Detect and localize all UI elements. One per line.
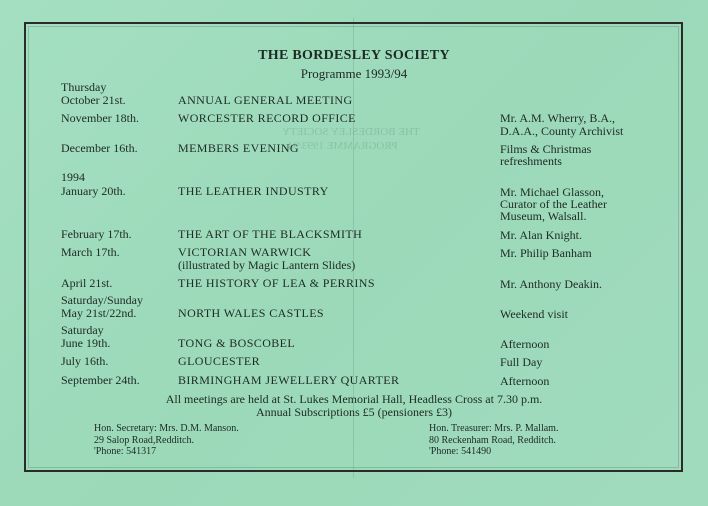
event-speaker: D.A.A., County Archivist bbox=[500, 124, 624, 138]
event-date: October 21st. bbox=[61, 93, 126, 107]
event-title: NORTH WALES CASTLES bbox=[178, 306, 324, 320]
event-title: WORCESTER RECORD OFFICE bbox=[178, 111, 356, 125]
treasurer-address: 80 Reckenham Road, Redditch. bbox=[429, 435, 556, 446]
event-speaker: Curator of the Leather bbox=[500, 197, 607, 211]
event-speaker: Mr. Anthony Deakin. bbox=[500, 277, 602, 291]
event-speaker: Mr. Michael Glasson, bbox=[500, 185, 604, 199]
event-speaker: Afternoon bbox=[500, 337, 550, 351]
ghost-title-showthrough: THE BORDESLEY SOCIETY bbox=[282, 126, 420, 138]
event-title: THE LEATHER INDUSTRY bbox=[178, 184, 329, 198]
subscriptions-note: Annual Subscriptions £5 (pensioners £3) bbox=[256, 405, 452, 419]
event-speaker: Films & Christmas bbox=[500, 142, 592, 156]
label-thursday: Thursday bbox=[61, 80, 107, 94]
event-date: April 21st. bbox=[61, 276, 113, 290]
event-date: May 21st/22nd. bbox=[61, 306, 137, 320]
treasurer-phone: 'Phone: 541490 bbox=[429, 446, 492, 457]
event-title: THE HISTORY OF LEA & PERRINS bbox=[178, 276, 375, 290]
meetings-venue-note: All meetings are held at St. Lukes Memorial Hall, Headless Cross at 7.30 p.m. bbox=[165, 392, 543, 406]
event-speaker: refreshments bbox=[500, 154, 562, 168]
programme-subtitle: Programme 1993/94 bbox=[300, 66, 408, 81]
ghost-subtitle-showthrough: PROGRAMME 1993/94 bbox=[288, 140, 398, 152]
secretary-name: Hon. Secretary: Mrs. D.M. Manson. bbox=[94, 423, 239, 434]
label-saturday: Saturday bbox=[61, 323, 104, 337]
event-date: November 18th. bbox=[61, 111, 139, 125]
event-date: January 20th. bbox=[61, 184, 126, 198]
event-speaker: Full Day bbox=[500, 355, 543, 369]
event-speaker: Mr. Philip Banham bbox=[500, 246, 592, 260]
event-speaker: Afternoon bbox=[500, 374, 550, 388]
event-date: July 16th. bbox=[61, 354, 109, 368]
event-date: September 24th. bbox=[61, 373, 140, 387]
event-title: ANNUAL GENERAL MEETING bbox=[178, 93, 353, 107]
secretary-address: 29 Salop Road,Redditch. bbox=[94, 435, 194, 446]
event-title: BIRMINGHAM JEWELLERY QUARTER bbox=[178, 373, 400, 387]
event-title: VICTORIAN WARWICK bbox=[178, 245, 312, 259]
label-saturday-sunday: Saturday/Sunday bbox=[61, 293, 143, 307]
event-speaker: Weekend visit bbox=[500, 307, 569, 321]
event-title: TONG & BOSCOBEL bbox=[178, 336, 296, 350]
event-title: GLOUCESTER bbox=[178, 354, 260, 368]
event-subtitle: (illustrated by Magic Lantern Slides) bbox=[178, 258, 356, 272]
secretary-phone: 'Phone: 541317 bbox=[94, 446, 157, 457]
treasurer-name: Hon. Treasurer: Mrs. P. Mallam. bbox=[429, 423, 559, 434]
event-speaker: Mr. A.M. Wherry, B.A., bbox=[500, 111, 615, 125]
event-date: June 19th. bbox=[61, 336, 111, 350]
event-title: THE ART OF THE BLACKSMITH bbox=[178, 227, 363, 241]
event-speaker: Mr. Alan Knight. bbox=[500, 228, 583, 242]
label-year-1994: 1994 bbox=[61, 170, 85, 184]
event-date: February 17th. bbox=[61, 227, 132, 241]
event-date: December 16th. bbox=[61, 141, 138, 155]
event-date: March 17th. bbox=[61, 245, 120, 259]
society-title: THE BORDESLEY SOCIETY bbox=[258, 48, 450, 63]
event-title: MEMBERS EVENING bbox=[178, 141, 300, 155]
event-speaker: Museum, Walsall. bbox=[500, 209, 587, 223]
